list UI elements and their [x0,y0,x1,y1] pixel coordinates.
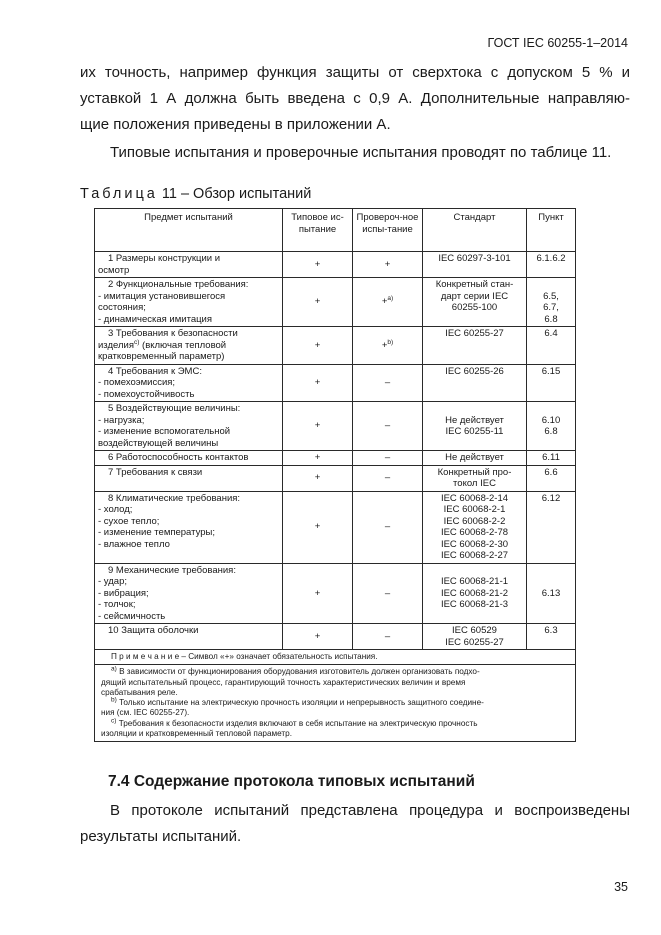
check-test-value: – [384,377,391,388]
clause-line [530,403,572,415]
standard-line: дарт серии IEC [440,290,509,302]
cell-type-test: + [283,364,353,402]
subject-line: - имитация установившегося [98,290,226,302]
footnote [101,698,569,719]
cell-clause [527,402,576,451]
check-test-value: + [381,296,388,308]
cell-type-test: + [283,327,353,365]
table-notes [95,650,576,665]
cell-check-test [353,451,423,466]
cell-clause [527,624,576,650]
column-header-subject: Предмет испытаний [95,209,283,252]
standard-line: IEC 60068-21-2 [440,587,509,599]
check-test-value: – [384,452,391,463]
standard-line: IEC 60068-2-2 [443,515,506,527]
cell-check-test [353,491,423,563]
footnote-mark: a) [111,665,117,673]
footnote [101,667,569,698]
footnote-text: дящий испытательный процесс, гарантирующий точность характеристических величин и время [101,677,466,687]
cell-check-test [353,278,423,327]
clause-line: 6.3 [544,625,558,636]
clause-line: 6.12 [541,492,561,504]
text-line: результаты испытаний. [80,828,242,845]
section-paragraph [80,798,630,850]
cell-clause [527,465,576,491]
note-label: П р и м е ч а н и е [111,652,180,661]
cell-subject [95,451,283,466]
column-header-clause: Пункт [527,209,576,252]
footnote-mark: b) [111,696,117,704]
cell-clause [527,563,576,624]
clause-line: 6.4 [544,328,558,339]
cell-clause [527,364,576,402]
standard-line: IEC 60255-27 [445,636,504,648]
clause-line: 6.8 [544,313,558,325]
table-reference-paragraph: Типовые испытания и проверочные испытания проводят по таблице 11. [110,144,612,161]
cell-subject [95,563,283,624]
cell-standard [423,465,527,491]
standard-line: IEC 60255-27 [445,328,504,339]
footnote-text: ния (см. IEC 60255-27). [101,708,190,718]
table-row [95,278,576,327]
subject-line: (включая тепловой [142,339,227,351]
footnote-text: срабатывания реле. [101,687,178,697]
footnote-mark: c) [133,338,140,346]
subject-line: 8 Климатические требования: [108,492,241,504]
cell-check-test [353,624,423,650]
standard-line: IEC 60529 [452,625,497,636]
standard-line: IEC 60255-26 [445,365,504,377]
subject-line: 5 Воздействующие величины: [108,403,241,414]
cell-standard [423,364,527,402]
standard-line: Конкретный стан- [435,279,514,290]
subject-line: - сухое тепло; [98,515,160,527]
subject-line: изделия [98,339,134,351]
subject-line: - влажное тепло [98,538,170,550]
subject-line: - помехоустойчивость [98,388,195,400]
table-row [95,327,576,365]
cell-type-test: + [283,278,353,327]
column-header-type-test: Типовое ис-пытание [283,209,353,252]
subject-line: - изменение температуры; [98,527,215,538]
table-note [101,652,569,662]
table-row [95,364,576,402]
standard-line: IEC 60068-2-30 [440,538,509,550]
standard-line: Конкретный про- [437,466,512,478]
tests-overview-table [94,208,576,742]
cell-check-test [353,327,423,365]
subject-line: 3 Требования к безопасности [108,328,238,339]
check-test-value: + [384,258,391,270]
cell-clause [527,491,576,563]
cell-type-test: + [283,563,353,624]
standard-line: IEC 60297-3-101 [438,253,511,264]
subject-line: осмотр [98,264,130,276]
standard-line: Не действует [445,414,504,426]
table-footnotes-row [95,665,576,742]
table-row [95,252,576,278]
cell-standard [423,252,527,278]
subject-line: воздействующей величины [98,437,219,449]
cell-subject [95,402,283,451]
subject-line: 4 Требования к ЭМС: [108,365,202,377]
table-row [95,465,576,491]
clause-line: 6.11 [542,452,560,463]
section-heading: 7.4 Содержание протокола типовых испытаний [108,773,475,790]
footnote-mark: a) [387,295,394,303]
footnote [101,719,569,740]
clause-line [530,279,572,291]
cell-standard [423,327,527,365]
cell-type-test: + [283,624,353,650]
cell-subject [95,327,283,365]
column-header-check-test: Провероч-ное испы-тание [353,209,423,252]
subject-line: - помехоэмиссия; [98,377,176,388]
text-line: щие положения приведены в приложении А. [80,116,391,133]
check-test-value: – [384,420,391,432]
cell-type-test: + [283,402,353,451]
cell-check-test [353,252,423,278]
table-row [95,402,576,451]
table-footnotes [95,665,576,742]
intro-paragraph [80,60,630,138]
cell-subject [95,465,283,491]
standard-line [426,403,523,415]
standard-line: IEC 60255-11 [445,426,504,437]
subject-line: 6 Работоспособность контактов [108,452,249,463]
standard-line: IEC 60068-2-1 [443,504,506,515]
footnote-text: Только испытание на электрическую прочность изоляции и непрерывность защитного соедине- [119,698,484,708]
subject-line: состояния; [98,302,146,313]
text-line: В протоколе испытаний представлена процедура и воспроизведены [110,802,630,819]
clause-line: 6.7, [543,302,559,313]
standard-line: IEC 60068-21-3 [440,599,509,610]
subject-line: - вибрация; [98,587,149,599]
clause-line: 6.10 [541,414,561,426]
clause-line: 6.6 [544,466,558,478]
cell-standard [423,451,527,466]
column-header-standard: Стандарт [423,209,527,252]
table-row [95,491,576,563]
cell-subject [95,624,283,650]
subject-line: - толчок; [98,599,136,610]
subject-line: - сейсмичность [98,610,166,622]
standard-line: токол IEC [453,478,496,489]
subject-line: - изменение вспомогательной [98,426,231,437]
footnote-mark: c) [111,717,117,725]
check-test-value: + [381,339,388,351]
table-row [95,451,576,466]
cell-type-test: + [283,465,353,491]
check-test-value: – [384,630,391,642]
cell-check-test [353,465,423,491]
subject-line: - нагрузка; [98,414,145,426]
clause-line: 6.15 [541,365,561,377]
cell-check-test [353,364,423,402]
cell-clause [527,451,576,466]
clause-line: 6.1.6.2 [536,253,566,264]
cell-clause [527,278,576,327]
cell-standard [423,624,527,650]
footnote-text: Требования к безопасности изделия включают в себя испытание на электрическую прочность [118,718,478,728]
standard-line: 60255-100 [451,302,498,313]
cell-type-test: + [283,451,353,466]
standard-line: IEC 60068-2-27 [440,550,509,561]
cell-subject [95,278,283,327]
subject-line: 10 Защита оболочки [108,625,199,636]
clause-line: 6.5, [543,290,559,302]
cell-standard [423,563,527,624]
table-row [95,563,576,624]
cell-type-test: + [283,252,353,278]
cell-check-test [353,402,423,451]
table-header-row [95,209,576,252]
table-caption-label: Таблица [80,186,158,202]
check-test-value: – [384,587,391,599]
cell-check-test [353,563,423,624]
cell-subject [95,364,283,402]
table-caption [80,186,311,202]
footnote-text: изоляции и кратковременный тепловой параметр. [101,729,292,739]
check-test-value: – [384,521,391,533]
footnote-text: В зависимости от функционирования оборудования изготовитель должен организовать подхо- [119,667,480,677]
subject-line: 2 Функциональные требования: [108,279,249,290]
cell-standard [423,491,527,563]
clause-line: 6.13 [541,587,561,599]
standard-line [426,565,523,577]
subject-line: 7 Требования к связи [108,466,203,478]
standard-line: IEC 60068-21-1 [440,576,509,587]
cell-standard [423,402,527,451]
clause-line: 6.8 [544,426,558,437]
clause-line [530,576,572,588]
subject-line: 1 Размеры конструкции и [108,253,221,264]
subject-line: кратковременный параметр) [98,351,225,362]
cell-clause [527,327,576,365]
table-notes-row [95,650,576,665]
table-caption-title: 11 – Обзор испытаний [157,186,312,202]
cell-standard [423,278,527,327]
cell-subject [95,252,283,278]
clause-line [530,565,572,577]
standard-line: IEC 60068-2-78 [440,527,509,538]
cell-subject [95,491,283,563]
standard-line: Не действует [445,452,504,463]
cell-clause [527,252,576,278]
footnote-mark: b) [387,338,394,346]
subject-line: - холод; [98,504,133,515]
subject-line: - динамическая имитация [98,313,212,325]
check-test-value: – [384,472,391,484]
standard-line: IEC 60068-2-14 [440,492,509,504]
table-row [95,624,576,650]
note-text: – Символ «+» означает обязательность испытания. [179,652,378,661]
document-header: ГОСТ IEC 60255-1–2014 [487,36,628,50]
text-line: их точность, например функция защиты от сверхтока с допуском 5 % и [80,64,630,81]
subject-line: 9 Механические требования: [108,564,236,576]
subject-line: - удар; [98,576,127,587]
cell-type-test: + [283,491,353,563]
text-line: уставкой 1 А должна быть введена с 0,9 А. Дополнительные направляю- [80,90,630,107]
page-number: 35 [614,880,628,894]
